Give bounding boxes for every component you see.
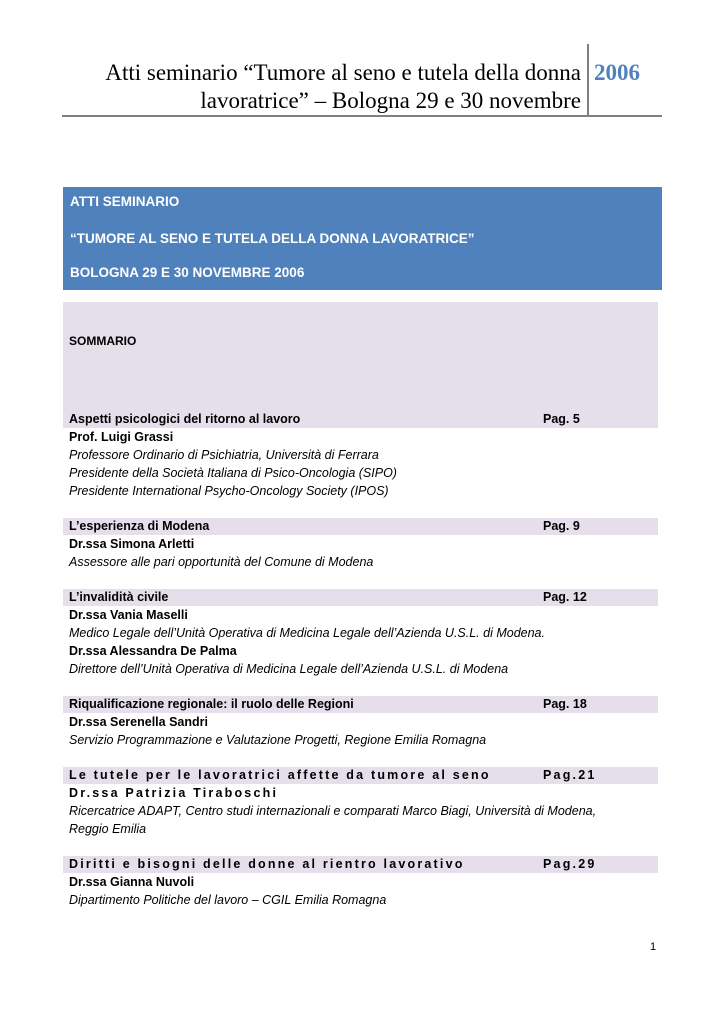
section-page: Pag.21 — [543, 768, 597, 782]
section-title: Le tutele per le lavoratrici affette da tumore al seno — [69, 768, 491, 782]
speaker-role: Reggio Emilia — [69, 822, 147, 836]
speaker-name: Dr.ssa Simona Arletti — [69, 537, 195, 551]
speaker-role: Presidente della Società Italiana di Psico-Oncologia (SIPO) — [69, 466, 397, 480]
speaker-name: Prof. Luigi Grassi — [69, 430, 174, 444]
title-banner — [63, 187, 662, 290]
speaker-name: Dr.ssa Vania Maselli — [69, 608, 188, 622]
section-page: Pag. 12 — [543, 590, 587, 604]
speaker-name: Dr.ssa Gianna Nuvoli — [69, 875, 195, 889]
document-header-title — [61, 59, 581, 115]
header-title-line-2: lavoratrice” – Bologna 29 e 30 novembre — [200, 88, 581, 113]
section-title: Riqualificazione regionale: il ruolo delle Regioni — [69, 697, 354, 711]
header-divider-horizontal — [62, 115, 662, 117]
banner-line-3: BOLOGNA 29 E 30 NOVEMBRE 2006 — [70, 265, 305, 280]
section-title: L’invalidità civile — [69, 590, 169, 604]
speaker-role: Servizio Programmazione e Valutazione Progetti, Regione Emilia Romagna — [69, 733, 487, 747]
section-title: L’esperienza di Modena — [69, 519, 210, 533]
speaker-role: Ricercatrice ADAPT, Centro studi internazionali e comparati Marco Biagi, Università di Modena, — [69, 804, 597, 818]
speaker-role: Assessore alle pari opportunità del Comune di Modena — [69, 555, 374, 569]
banner-line-1: ATTI SEMINARIO — [70, 194, 180, 209]
speaker-role: Medico Legale dell’Unità Operativa di Medicina Legale dell’Azienda U.S.L. di Modena. — [69, 626, 545, 640]
header-title-line-1: Atti seminario “Tumore al seno e tutela della donna — [105, 60, 581, 85]
section-title: Diritti e bisogni delle donne al rientro lavorativo — [69, 857, 465, 871]
header-divider-vertical — [587, 44, 589, 116]
section-title: Aspetti psicologici del ritorno al lavoro — [69, 412, 301, 426]
speaker-name: Dr.ssa Alessandra De Palma — [69, 644, 237, 658]
speaker-name: Dr.ssa Serenella Sandri — [69, 715, 208, 729]
page-number: 1 — [650, 941, 657, 953]
section-page: Pag.29 — [543, 857, 597, 871]
section-page: Pag. 18 — [543, 697, 587, 711]
summary-box — [63, 302, 658, 427]
section-page: Pag. 9 — [543, 519, 580, 533]
speaker-role: Dipartimento Politiche del lavoro – CGIL Emilia Romagna — [69, 893, 387, 907]
speaker-role: Presidente International Psycho-Oncology Society (IPOS) — [69, 484, 389, 498]
speaker-role: Direttore dell’Unità Operativa di Medicina Legale dell’Azienda U.S.L. di Modena — [69, 662, 509, 676]
header-year: 2006 — [594, 60, 640, 85]
banner-line-2: “TUMORE AL SENO E TUTELA DELLA DONNA LAVORATRICE” — [70, 231, 475, 246]
speaker-name: Dr.ssa Patrizia Tiraboschi — [69, 786, 279, 800]
summary-label: SOMMARIO — [69, 334, 137, 348]
section-page: Pag. 5 — [543, 412, 580, 426]
speaker-role: Professore Ordinario di Psichiatria, Università di Ferrara — [69, 448, 379, 462]
